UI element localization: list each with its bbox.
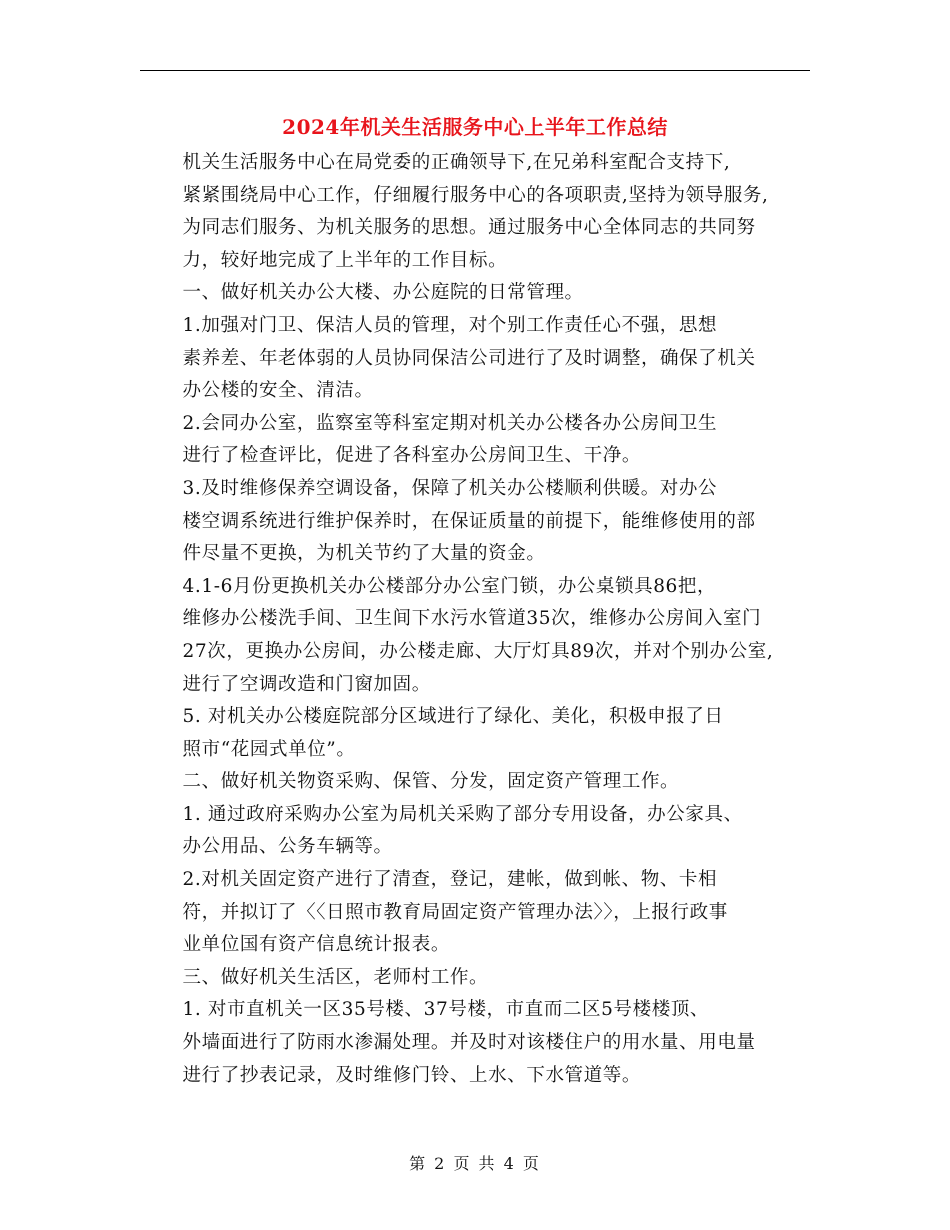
text-line: 2.对机关固定资产进行了清查，登记，建帐，做到帐、物、卡相 xyxy=(182,869,718,891)
text-line: 素养差、年老体弱的人员协同保洁公司进行了及时调整，确保了机关 xyxy=(182,347,756,369)
text-line: 5. 对机关办公楼庭院部分区域进行了绿化、美化，积极申报了日 xyxy=(182,706,724,728)
paragraph-2-2 xyxy=(140,864,816,962)
text-line: 3.及时维修保养空调设备，保障了机关办公楼顺利供暖。对办公 xyxy=(182,477,718,499)
paragraph-2-1 xyxy=(140,799,816,864)
paragraph-3-1 xyxy=(140,994,816,1092)
text-line: 维修办公楼洗手间、卫生间下水污水管道35次，维修办公房间入室门 xyxy=(182,608,762,630)
text-line: 2.会同办公室，监察室等科室定期对机关办公楼各办公房间卫生 xyxy=(182,412,718,434)
text-line: 二、做好机关物资采购、保管、分发，固定资产管理工作。 xyxy=(182,771,680,793)
text-line: 外墙面进行了防雨水渗漏处理。并及时对该楼住户的用水量、用电量 xyxy=(182,1032,756,1054)
section-heading-3 xyxy=(140,962,816,995)
paragraph-1-4 xyxy=(140,571,816,701)
text-line: 办公用品、公务车辆等。 xyxy=(182,836,393,858)
text-line: 进行了抄表记录，及时维修门铃、上水、下水管道等。 xyxy=(182,1064,641,1086)
text-line: 进行了空调改造和门窗加固。 xyxy=(182,673,431,695)
header-rule xyxy=(140,70,810,71)
text-line: 楼空调系统进行维护保养时，在保证质量的前提下，能维修使用的部 xyxy=(182,510,756,532)
text-line: 4.1-6月份更换机关办公楼部分办公室门锁，办公桌锁具86把， xyxy=(182,575,717,597)
text-line: 力，较好地完成了上半年的工作目标。 xyxy=(182,249,508,271)
paragraph-1-3 xyxy=(140,473,816,571)
text-line: 27次，更换办公房间，办公楼走廊、大厅灯具89次，并对个别办公室, xyxy=(182,640,774,662)
text-line: 件尽量不更换，为机关节约了大量的资金。 xyxy=(182,543,546,565)
text-line: 符，并拟订了〈〈日照市教育局固定资产管理办法〉〉，上报行政事 xyxy=(182,901,728,923)
text-line: 进行了检查评比，促进了各科室办公房间卫生、干净。 xyxy=(182,445,641,467)
text-line: 紧紧围绕局中心工作，仔细履行服务中心的各项职责,坚持为领导服务, xyxy=(182,184,769,206)
text-line: 三、做好机关生活区，老师村工作。 xyxy=(182,966,489,988)
paragraph-1-5 xyxy=(140,701,816,766)
text-line: 办公楼的安全、清洁。 xyxy=(182,380,374,402)
page-number-footer: 第 2 页 共 4 页 xyxy=(409,1154,541,1173)
paragraph-intro xyxy=(140,147,816,277)
text-line: 机关生活服务中心在局党委的正确领导下,在兄弟科室配合支持下, xyxy=(182,152,731,173)
paragraph-1-2 xyxy=(140,408,816,473)
text-line: 1. 通过政府采购办公室为局机关采购了部分专用设备，办公家具、 xyxy=(182,803,743,825)
paragraph-1-1 xyxy=(140,310,816,408)
section-heading-2 xyxy=(140,766,816,799)
section-heading-1 xyxy=(140,277,816,310)
document-body xyxy=(140,147,816,1092)
text-line: 1.加强对门卫、保洁人员的管理，对个别工作责任心不强，思想 xyxy=(182,314,718,336)
text-line: 1. 对市直机关一区35号楼、37号楼，市直而二区5号楼楼顶、 xyxy=(182,999,710,1021)
text-line: 照市“花园式单位”。 xyxy=(182,738,356,760)
document-title: 2024年机关生活服务中心上半年工作总结 xyxy=(282,115,668,139)
text-line: 业单位国有资产信息统计报表。 xyxy=(182,934,450,956)
text-line: 一、做好机关办公大楼、办公庭院的日常管理。 xyxy=(182,282,584,304)
text-line: 为同志们服务、为机关服务的思想。通过服务中心全体同志的共同努 xyxy=(182,217,756,239)
